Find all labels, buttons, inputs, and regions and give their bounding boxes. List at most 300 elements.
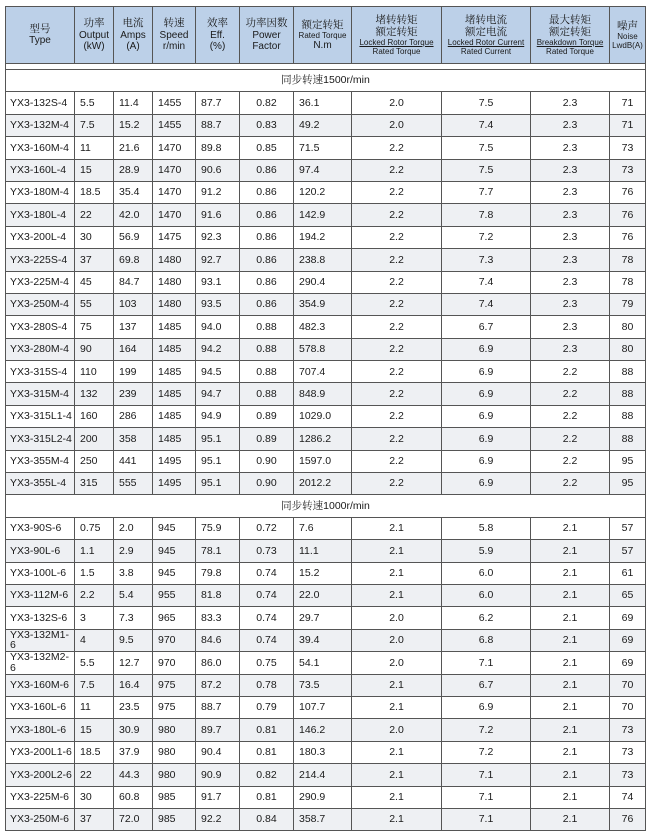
cell-power-factor: 0.74 [240, 607, 294, 629]
cell-power-factor: 0.75 [240, 652, 294, 674]
cell-rated-torque: 39.4 [294, 629, 352, 651]
cell-locked-current-ratio: 7.7 [442, 181, 531, 203]
cell-locked-current-ratio: 6.0 [442, 562, 531, 584]
cell-rated-torque: 7.6 [294, 517, 352, 539]
cell-locked-torque-ratio: 2.1 [352, 696, 442, 718]
cell-noise: 73 [610, 137, 646, 159]
table-row [6, 607, 646, 629]
table-row [6, 741, 646, 763]
cell-current: 7.3 [114, 607, 153, 629]
cell-noise: 95 [610, 450, 646, 472]
cell-current: 5.4 [114, 584, 153, 606]
cell-type: YX3-132M1-6 [6, 629, 75, 651]
cell-output: 11 [75, 696, 114, 718]
cell-type: YX3-225S-4 [6, 249, 75, 271]
cell-speed: 945 [153, 540, 196, 562]
cell-speed: 945 [153, 517, 196, 539]
cell-efficiency: 88.7 [196, 114, 240, 136]
cell-rated-torque: 97.4 [294, 159, 352, 181]
cell-efficiency: 92.7 [196, 249, 240, 271]
cell-power-factor: 0.86 [240, 204, 294, 226]
cell-locked-torque-ratio: 2.1 [352, 517, 442, 539]
cell-rated-torque: 290.9 [294, 786, 352, 808]
cell-noise: 73 [610, 159, 646, 181]
cell-locked-current-ratio: 6.2 [442, 607, 531, 629]
cell-locked-current-ratio: 5.8 [442, 517, 531, 539]
cell-speed: 975 [153, 674, 196, 696]
cell-speed: 945 [153, 562, 196, 584]
cell-locked-torque-ratio: 2.1 [352, 584, 442, 606]
table-row [6, 226, 646, 248]
cell-current: 30.9 [114, 719, 153, 741]
cell-locked-torque-ratio: 2.2 [352, 293, 442, 315]
cell-locked-torque-ratio: 2.2 [352, 316, 442, 338]
header-row [6, 7, 646, 64]
cell-locked-torque-ratio: 2.1 [352, 562, 442, 584]
table-row [6, 204, 646, 226]
cell-locked-torque-ratio: 2.1 [352, 786, 442, 808]
cell-type: YX3-315M-4 [6, 383, 75, 405]
cell-output: 18.5 [75, 181, 114, 203]
table-row [6, 719, 646, 741]
cell-noise: 76 [610, 226, 646, 248]
cell-efficiency: 95.1 [196, 450, 240, 472]
cell-locked-current-ratio: 6.0 [442, 584, 531, 606]
cell-current: 239 [114, 383, 153, 405]
cell-rated-torque: 142.9 [294, 204, 352, 226]
cell-locked-torque-ratio: 2.0 [352, 629, 442, 651]
cell-rated-torque: 73.5 [294, 674, 352, 696]
cell-locked-torque-ratio: 2.1 [352, 741, 442, 763]
section-header-row [6, 70, 646, 92]
cell-breakdown-torque-ratio: 2.1 [531, 764, 610, 786]
cell-noise: 88 [610, 383, 646, 405]
cell-speed: 1485 [153, 316, 196, 338]
cell-locked-current-ratio: 7.2 [442, 741, 531, 763]
cell-power-factor: 0.86 [240, 159, 294, 181]
cell-type: YX3-200L1-6 [6, 741, 75, 763]
cell-locked-current-ratio: 6.9 [442, 361, 531, 383]
table-row [6, 674, 646, 696]
cell-efficiency: 87.7 [196, 92, 240, 114]
cell-output: 1.1 [75, 540, 114, 562]
cell-power-factor: 0.81 [240, 741, 294, 763]
cell-speed: 980 [153, 741, 196, 763]
cell-rated-torque: 1597.0 [294, 450, 352, 472]
cell-efficiency: 75.9 [196, 517, 240, 539]
cell-noise: 69 [610, 607, 646, 629]
cell-current: 42.0 [114, 204, 153, 226]
header-type: 型号 Type [6, 7, 75, 64]
cell-rated-torque: 15.2 [294, 562, 352, 584]
table-row [6, 181, 646, 203]
cell-noise: 73 [610, 719, 646, 741]
cell-locked-current-ratio: 7.5 [442, 159, 531, 181]
cell-current: 56.9 [114, 226, 153, 248]
cell-breakdown-torque-ratio: 2.3 [531, 293, 610, 315]
cell-speed: 980 [153, 719, 196, 741]
table-row [6, 450, 646, 472]
cell-speed: 985 [153, 808, 196, 830]
cell-type: YX3-200L-4 [6, 226, 75, 248]
cell-efficiency: 87.2 [196, 674, 240, 696]
cell-locked-current-ratio: 6.7 [442, 316, 531, 338]
cell-current: 44.3 [114, 764, 153, 786]
table-row [6, 540, 646, 562]
cell-speed: 1485 [153, 338, 196, 360]
cell-noise: 69 [610, 652, 646, 674]
cell-breakdown-torque-ratio: 2.1 [531, 808, 610, 830]
cell-type: YX3-225M-6 [6, 786, 75, 808]
cell-speed: 975 [153, 696, 196, 718]
cell-power-factor: 0.74 [240, 562, 294, 584]
cell-noise: 76 [610, 181, 646, 203]
cell-efficiency: 94.0 [196, 316, 240, 338]
table-row [6, 562, 646, 584]
cell-current: 11.4 [114, 92, 153, 114]
cell-noise: 88 [610, 428, 646, 450]
cell-rated-torque: 707.4 [294, 361, 352, 383]
cell-locked-torque-ratio: 2.2 [352, 159, 442, 181]
cell-output: 132 [75, 383, 114, 405]
cell-rated-torque: 214.4 [294, 764, 352, 786]
cell-output: 55 [75, 293, 114, 315]
cell-output: 37 [75, 808, 114, 830]
cell-power-factor: 0.86 [240, 271, 294, 293]
cell-output: 4 [75, 629, 114, 651]
cell-power-factor: 0.84 [240, 808, 294, 830]
cell-noise: 76 [610, 204, 646, 226]
cell-current: 72.0 [114, 808, 153, 830]
cell-locked-current-ratio: 7.2 [442, 226, 531, 248]
cell-power-factor: 0.83 [240, 114, 294, 136]
cell-power-factor: 0.90 [240, 473, 294, 495]
cell-current: 286 [114, 405, 153, 427]
cell-efficiency: 90.6 [196, 159, 240, 181]
cell-current: 60.8 [114, 786, 153, 808]
cell-noise: 76 [610, 808, 646, 830]
cell-power-factor: 0.82 [240, 92, 294, 114]
cell-locked-torque-ratio: 2.2 [352, 204, 442, 226]
cell-locked-torque-ratio: 2.0 [352, 719, 442, 741]
cell-current: 137 [114, 316, 153, 338]
cell-output: 22 [75, 204, 114, 226]
table-row [6, 584, 646, 606]
table-row [6, 405, 646, 427]
cell-breakdown-torque-ratio: 2.3 [531, 316, 610, 338]
cell-speed: 1470 [153, 137, 196, 159]
header-current: 电流 Amps (A) [114, 7, 153, 64]
cell-output: 75 [75, 316, 114, 338]
table-row [6, 338, 646, 360]
table-row [6, 249, 646, 271]
cell-noise: 61 [610, 562, 646, 584]
cell-locked-current-ratio: 6.9 [442, 383, 531, 405]
cell-breakdown-torque-ratio: 2.1 [531, 584, 610, 606]
cell-efficiency: 90.9 [196, 764, 240, 786]
cell-rated-torque: 54.1 [294, 652, 352, 674]
cell-rated-torque: 354.9 [294, 293, 352, 315]
cell-power-factor: 0.88 [240, 383, 294, 405]
cell-locked-torque-ratio: 2.0 [352, 607, 442, 629]
table-row [6, 361, 646, 383]
cell-current: 84.7 [114, 271, 153, 293]
cell-current: 3.8 [114, 562, 153, 584]
cell-noise: 78 [610, 249, 646, 271]
cell-locked-current-ratio: 7.1 [442, 652, 531, 674]
cell-speed: 1475 [153, 226, 196, 248]
cell-breakdown-torque-ratio: 2.1 [531, 786, 610, 808]
cell-power-factor: 0.78 [240, 674, 294, 696]
cell-output: 22 [75, 764, 114, 786]
cell-speed: 1470 [153, 204, 196, 226]
cell-type: YX3-160M-6 [6, 674, 75, 696]
cell-breakdown-torque-ratio: 2.3 [531, 271, 610, 293]
table-row [6, 786, 646, 808]
cell-efficiency: 92.2 [196, 808, 240, 830]
cell-efficiency: 78.1 [196, 540, 240, 562]
cell-current: 28.9 [114, 159, 153, 181]
cell-output: 110 [75, 361, 114, 383]
table-row [6, 696, 646, 718]
table-row [6, 316, 646, 338]
cell-type: YX3-90S-6 [6, 517, 75, 539]
cell-noise: 78 [610, 271, 646, 293]
cell-locked-torque-ratio: 2.2 [352, 338, 442, 360]
cell-breakdown-torque-ratio: 2.3 [531, 114, 610, 136]
cell-output: 45 [75, 271, 114, 293]
cell-locked-torque-ratio: 2.2 [352, 181, 442, 203]
cell-noise: 69 [610, 629, 646, 651]
cell-locked-torque-ratio: 2.2 [352, 361, 442, 383]
cell-current: 15.2 [114, 114, 153, 136]
cell-breakdown-torque-ratio: 2.3 [531, 249, 610, 271]
cell-speed: 1470 [153, 181, 196, 203]
cell-efficiency: 83.3 [196, 607, 240, 629]
cell-locked-current-ratio: 7.1 [442, 764, 531, 786]
cell-power-factor: 0.81 [240, 719, 294, 741]
cell-output: 5.5 [75, 92, 114, 114]
cell-breakdown-torque-ratio: 2.3 [531, 159, 610, 181]
cell-locked-torque-ratio: 2.2 [352, 226, 442, 248]
cell-type: YX3-355M-4 [6, 450, 75, 472]
cell-type: YX3-160L-6 [6, 696, 75, 718]
cell-rated-torque: 2012.2 [294, 473, 352, 495]
cell-speed: 955 [153, 584, 196, 606]
cell-output: 90 [75, 338, 114, 360]
cell-output: 7.5 [75, 114, 114, 136]
header-efficiency: 效率 Eff. (%) [196, 7, 240, 64]
cell-speed: 985 [153, 786, 196, 808]
cell-current: 2.0 [114, 517, 153, 539]
header-rated-torque: 额定转矩 Rated Torque N.m [294, 7, 352, 64]
cell-current: 23.5 [114, 696, 153, 718]
cell-power-factor: 0.90 [240, 450, 294, 472]
cell-noise: 57 [610, 517, 646, 539]
cell-noise: 80 [610, 316, 646, 338]
cell-rated-torque: 120.2 [294, 181, 352, 203]
cell-type: YX3-315S-4 [6, 361, 75, 383]
cell-speed: 1485 [153, 383, 196, 405]
section-header-row [6, 495, 646, 517]
cell-current: 37.9 [114, 741, 153, 763]
cell-speed: 1455 [153, 114, 196, 136]
cell-type: YX3-112M-6 [6, 584, 75, 606]
cell-locked-current-ratio: 7.4 [442, 114, 531, 136]
cell-current: 441 [114, 450, 153, 472]
header-power-factor: 功率因数 Power Factor [240, 7, 294, 64]
cell-output: 3 [75, 607, 114, 629]
cell-noise: 88 [610, 405, 646, 427]
cell-power-factor: 0.89 [240, 405, 294, 427]
cell-locked-current-ratio: 5.9 [442, 540, 531, 562]
cell-type: YX3-160M-4 [6, 137, 75, 159]
cell-noise: 73 [610, 741, 646, 763]
cell-rated-torque: 238.8 [294, 249, 352, 271]
cell-efficiency: 90.4 [196, 741, 240, 763]
cell-locked-current-ratio: 7.5 [442, 137, 531, 159]
cell-noise: 65 [610, 584, 646, 606]
cell-noise: 71 [610, 92, 646, 114]
cell-rated-torque: 107.7 [294, 696, 352, 718]
cell-efficiency: 95.1 [196, 428, 240, 450]
motor-spec-sheet [5, 6, 645, 831]
cell-locked-current-ratio: 6.9 [442, 338, 531, 360]
cell-breakdown-torque-ratio: 2.3 [531, 181, 610, 203]
cell-noise: 95 [610, 473, 646, 495]
cell-power-factor: 0.86 [240, 293, 294, 315]
cell-power-factor: 0.88 [240, 361, 294, 383]
table-row [6, 652, 646, 674]
cell-speed: 965 [153, 607, 196, 629]
cell-rated-torque: 848.9 [294, 383, 352, 405]
cell-output: 15 [75, 159, 114, 181]
cell-type: YX3-180L-6 [6, 719, 75, 741]
cell-output: 11 [75, 137, 114, 159]
cell-efficiency: 81.8 [196, 584, 240, 606]
cell-breakdown-torque-ratio: 2.2 [531, 473, 610, 495]
cell-power-factor: 0.85 [240, 137, 294, 159]
cell-type: YX3-132S-4 [6, 92, 75, 114]
cell-locked-current-ratio: 6.9 [442, 450, 531, 472]
cell-efficiency: 79.8 [196, 562, 240, 584]
cell-breakdown-torque-ratio: 2.3 [531, 338, 610, 360]
cell-speed: 1485 [153, 361, 196, 383]
cell-type: YX3-250M-4 [6, 293, 75, 315]
cell-power-factor: 0.86 [240, 226, 294, 248]
cell-locked-torque-ratio: 2.1 [352, 540, 442, 562]
cell-current: 2.9 [114, 540, 153, 562]
cell-locked-torque-ratio: 2.2 [352, 405, 442, 427]
cell-power-factor: 0.79 [240, 696, 294, 718]
header-locked-current: 堵转电流 额定电流 Locked Rotor Current Rated Current [442, 7, 531, 64]
cell-speed: 980 [153, 764, 196, 786]
cell-output: 30 [75, 226, 114, 248]
table-row [6, 92, 646, 114]
cell-rated-torque: 1286.2 [294, 428, 352, 450]
cell-efficiency: 91.2 [196, 181, 240, 203]
table-row [6, 517, 646, 539]
cell-output: 250 [75, 450, 114, 472]
cell-noise: 71 [610, 114, 646, 136]
table-row [6, 159, 646, 181]
cell-power-factor: 0.74 [240, 584, 294, 606]
cell-noise: 57 [610, 540, 646, 562]
cell-efficiency: 84.6 [196, 629, 240, 651]
cell-locked-torque-ratio: 2.2 [352, 271, 442, 293]
cell-efficiency: 94.5 [196, 361, 240, 383]
table-row [6, 629, 646, 651]
cell-rated-torque: 36.1 [294, 92, 352, 114]
cell-current: 69.8 [114, 249, 153, 271]
cell-output: 15 [75, 719, 114, 741]
cell-noise: 88 [610, 361, 646, 383]
motor-spec-table [5, 6, 646, 831]
cell-noise: 70 [610, 696, 646, 718]
cell-efficiency: 94.9 [196, 405, 240, 427]
cell-breakdown-torque-ratio: 2.1 [531, 696, 610, 718]
cell-power-factor: 0.89 [240, 428, 294, 450]
cell-locked-current-ratio: 7.1 [442, 808, 531, 830]
table-row [6, 473, 646, 495]
cell-rated-torque: 180.3 [294, 741, 352, 763]
table-row [6, 271, 646, 293]
cell-type: YX3-280S-4 [6, 316, 75, 338]
section-title: 同步转速1500r/min [6, 70, 646, 92]
cell-breakdown-torque-ratio: 2.1 [531, 652, 610, 674]
cell-type: YX3-355L-4 [6, 473, 75, 495]
cell-speed: 1485 [153, 428, 196, 450]
cell-noise: 79 [610, 293, 646, 315]
cell-efficiency: 94.7 [196, 383, 240, 405]
cell-locked-current-ratio: 6.9 [442, 696, 531, 718]
table-body [6, 70, 646, 831]
cell-output: 7.5 [75, 674, 114, 696]
table-row [6, 293, 646, 315]
cell-speed: 1495 [153, 450, 196, 472]
cell-current: 358 [114, 428, 153, 450]
cell-locked-current-ratio: 7.1 [442, 786, 531, 808]
cell-output: 315 [75, 473, 114, 495]
cell-locked-current-ratio: 7.4 [442, 271, 531, 293]
cell-breakdown-torque-ratio: 2.2 [531, 450, 610, 472]
cell-type: YX3-100L-6 [6, 562, 75, 584]
cell-locked-torque-ratio: 2.1 [352, 674, 442, 696]
cell-rated-torque: 482.3 [294, 316, 352, 338]
cell-output: 160 [75, 405, 114, 427]
cell-locked-current-ratio: 7.2 [442, 719, 531, 741]
cell-efficiency: 93.5 [196, 293, 240, 315]
cell-noise: 74 [610, 786, 646, 808]
table-row [6, 114, 646, 136]
cell-breakdown-torque-ratio: 2.2 [531, 405, 610, 427]
cell-type: YX3-160L-4 [6, 159, 75, 181]
cell-speed: 1470 [153, 159, 196, 181]
cell-efficiency: 95.1 [196, 473, 240, 495]
cell-locked-current-ratio: 7.5 [442, 92, 531, 114]
cell-speed: 1480 [153, 271, 196, 293]
cell-locked-current-ratio: 6.9 [442, 428, 531, 450]
cell-locked-torque-ratio: 2.2 [352, 383, 442, 405]
cell-rated-torque: 1029.0 [294, 405, 352, 427]
cell-locked-current-ratio: 6.9 [442, 473, 531, 495]
table-row [6, 808, 646, 830]
cell-speed: 1485 [153, 405, 196, 427]
cell-breakdown-torque-ratio: 2.3 [531, 137, 610, 159]
cell-power-factor: 0.82 [240, 764, 294, 786]
cell-breakdown-torque-ratio: 2.1 [531, 629, 610, 651]
cell-rated-torque: 11.1 [294, 540, 352, 562]
